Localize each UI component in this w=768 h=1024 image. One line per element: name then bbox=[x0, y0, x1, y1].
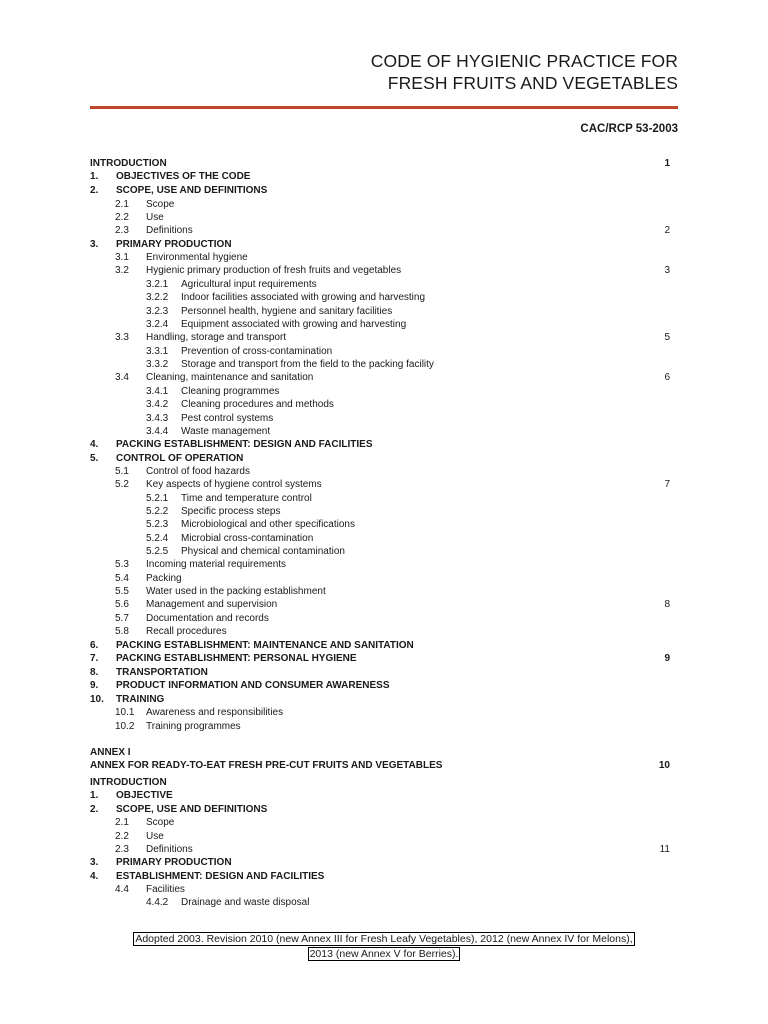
toc-entry-title: INTRODUCTION bbox=[90, 158, 167, 169]
toc-entry-number: 3.4.2 bbox=[146, 399, 169, 410]
toc-entry bbox=[0, 518, 768, 531]
toc-entry-number: 4.4.2 bbox=[146, 897, 169, 908]
toc-entry-title: Packing bbox=[146, 573, 182, 584]
toc-entry bbox=[0, 264, 768, 277]
toc-entry-page: 5 bbox=[664, 332, 670, 343]
toc-entry bbox=[0, 385, 768, 398]
toc-entry-number: 1. bbox=[90, 790, 99, 801]
adoption-note-line-2: 2013 (new Annex V for Berries). bbox=[309, 948, 459, 960]
toc-entry-title: INTRODUCTION bbox=[90, 777, 167, 788]
toc-entry-number: 3. bbox=[90, 857, 99, 868]
toc-entry-number: 5.3 bbox=[115, 559, 129, 570]
toc-entry bbox=[0, 211, 768, 224]
toc-entry-title: Control of food hazards bbox=[146, 466, 250, 477]
toc-entry-title: OBJECTIVE bbox=[116, 790, 173, 801]
toc-entry-title: Prevention of cross-contamination bbox=[181, 346, 333, 357]
toc-entry bbox=[0, 666, 768, 679]
toc-entry-title: Definitions bbox=[146, 844, 193, 855]
toc-entry bbox=[0, 371, 768, 384]
toc-entry bbox=[0, 278, 768, 291]
toc-entry bbox=[0, 478, 768, 491]
toc-entry-page: 11 bbox=[659, 844, 670, 855]
toc-entry-title: ANNEX I bbox=[90, 747, 131, 758]
toc-entry-title: PACKING ESTABLISHMENT: MAINTENANCE AND SANITATION bbox=[116, 640, 414, 651]
toc-entry-title: Handling, storage and transport bbox=[146, 332, 287, 343]
document-title-line-1: CODE OF HYGIENIC PRACTICE FOR bbox=[370, 51, 678, 71]
toc-entry-number: 5.8 bbox=[115, 626, 129, 637]
toc-entry bbox=[0, 558, 768, 571]
adoption-note-line-1: Adopted 2003. Revision 2010 (new Annex III for Fresh Leafy Vegetables), 2012 (new Annex IV for Melons), bbox=[135, 933, 633, 945]
document-reference: CAC/RCP 53-2003 bbox=[580, 123, 678, 135]
toc-entry-title: Cleaning procedures and methods bbox=[181, 399, 334, 410]
toc-entry-number: 3.2.2 bbox=[146, 292, 169, 303]
toc-entry-number: 10. bbox=[90, 694, 104, 705]
toc-entry-number: 6. bbox=[90, 640, 99, 651]
toc-entry-number: 5.2.1 bbox=[146, 493, 169, 504]
toc-entry bbox=[0, 305, 768, 318]
toc-entry-number: 2.2 bbox=[115, 831, 129, 842]
toc-entry-title: Documentation and records bbox=[146, 613, 269, 624]
toc-entry bbox=[0, 720, 768, 733]
toc-entry bbox=[0, 425, 768, 438]
toc-entry bbox=[0, 358, 768, 371]
toc-entry-title: Agricultural input requirements bbox=[181, 279, 317, 290]
toc-entry bbox=[0, 505, 768, 518]
toc-entry-title: PRIMARY PRODUCTION bbox=[116, 857, 232, 868]
toc-entry-title: Facilities bbox=[146, 884, 185, 895]
toc-entry bbox=[0, 843, 768, 856]
toc-entry bbox=[0, 803, 768, 816]
toc-entry-number: 10.2 bbox=[115, 721, 135, 732]
toc-entry-number: 3.2 bbox=[115, 265, 129, 276]
toc-entry bbox=[0, 438, 768, 451]
toc-entry-title: Use bbox=[146, 212, 164, 223]
toc-entry-number: 3. bbox=[90, 239, 99, 250]
toc-entry-number: 3.3.1 bbox=[146, 346, 169, 357]
toc-entry-number: 3.3.2 bbox=[146, 359, 169, 370]
toc-entry bbox=[0, 452, 768, 465]
toc-entry-number: 3.3 bbox=[115, 332, 129, 343]
toc-entry bbox=[0, 170, 768, 183]
toc-entry-page: 8 bbox=[664, 599, 670, 610]
toc-entry bbox=[0, 238, 768, 251]
toc-entry-number: 3.4 bbox=[115, 372, 129, 383]
toc-entry bbox=[0, 612, 768, 625]
toc-entry-number: 5.4 bbox=[115, 573, 129, 584]
toc-entry-number: 2.3 bbox=[115, 225, 129, 236]
toc-entry-title: Specific process steps bbox=[181, 506, 281, 517]
toc-entry-title: Drainage and waste disposal bbox=[181, 897, 310, 908]
toc-entry bbox=[0, 706, 768, 719]
toc-entry-title: TRAINING bbox=[116, 694, 165, 705]
toc-entry bbox=[0, 870, 768, 883]
toc-entry bbox=[0, 331, 768, 344]
toc-entry-number: 5.1 bbox=[115, 466, 129, 477]
toc-entry-number: 7. bbox=[90, 653, 99, 664]
toc-entry-title: Personnel health, hygiene and sanitary facilities bbox=[181, 306, 393, 317]
toc-entry-number: 5. bbox=[90, 453, 99, 464]
toc-entry bbox=[0, 157, 768, 170]
toc-entry-number: 5.2.2 bbox=[146, 506, 169, 517]
toc-entry-number: 8. bbox=[90, 667, 99, 678]
toc-entry-title: Scope bbox=[146, 199, 175, 210]
toc-entry-title: Recall procedures bbox=[146, 626, 227, 637]
toc-entry-number: 2.1 bbox=[115, 817, 129, 828]
toc-entry bbox=[0, 652, 768, 665]
toc-entry-title: SCOPE, USE AND DEFINITIONS bbox=[116, 185, 268, 196]
toc-entry-title: SCOPE, USE AND DEFINITIONS bbox=[116, 804, 268, 815]
toc-entry-number: 3.1 bbox=[115, 252, 129, 263]
toc-entry bbox=[0, 465, 768, 478]
toc-entry-page: 1 bbox=[664, 158, 670, 169]
toc-entry-title: Training programmes bbox=[146, 721, 241, 732]
toc-entry bbox=[0, 184, 768, 197]
toc-entry-number: 3.2.4 bbox=[146, 319, 169, 330]
toc-entry bbox=[0, 625, 768, 638]
toc-entry-title: TRANSPORTATION bbox=[116, 667, 208, 678]
toc-entry bbox=[0, 746, 768, 759]
toc-entry bbox=[0, 572, 768, 585]
toc-entry-number: 5.2.4 bbox=[146, 533, 169, 544]
toc-entry-number: 5.2.3 bbox=[146, 519, 169, 530]
toc-entry bbox=[0, 830, 768, 843]
toc-entry bbox=[0, 224, 768, 237]
toc-entry bbox=[0, 412, 768, 425]
toc-entry bbox=[0, 398, 768, 411]
toc-entry-title: Cleaning, maintenance and sanitation bbox=[146, 372, 314, 383]
toc-entry bbox=[0, 639, 768, 652]
toc-entry-page: 3 bbox=[664, 265, 670, 276]
toc-entry-title: Definitions bbox=[146, 225, 193, 236]
toc-entry-title: Environmental hygiene bbox=[146, 252, 248, 263]
toc-entry-page: 10 bbox=[658, 760, 670, 771]
toc-entry-title: Awareness and responsibilities bbox=[146, 707, 284, 718]
toc-entry-title: Pest control systems bbox=[181, 413, 274, 424]
toc-entry-number: 2. bbox=[90, 185, 99, 196]
toc-entry-number: 5.2.5 bbox=[146, 546, 169, 557]
toc-entry-title: Hygienic primary production of fresh fruits and vegetables bbox=[146, 265, 402, 276]
toc-entry-number: 3.4.4 bbox=[146, 426, 169, 437]
toc-entry bbox=[0, 545, 768, 558]
toc-entry-number: 3.4.3 bbox=[146, 413, 169, 424]
toc-entry bbox=[0, 291, 768, 304]
toc-entry-title: ESTABLISHMENT: DESIGN AND FACILITIES bbox=[116, 871, 325, 882]
toc-entry-number: 10.1 bbox=[115, 707, 135, 718]
toc-entry-title: Storage and transport from the field to the packing facility bbox=[181, 359, 434, 370]
toc-entry-title: Use bbox=[146, 831, 164, 842]
toc-entry bbox=[0, 585, 768, 598]
toc-entry-title: PRODUCT INFORMATION AND CONSUMER AWARENESS bbox=[116, 680, 390, 691]
document-title-line-2: FRESH FRUITS AND VEGETABLES bbox=[387, 73, 678, 93]
toc-entry-number: 2.2 bbox=[115, 212, 129, 223]
toc-entry-title: Management and supervision bbox=[146, 599, 278, 610]
toc-entry bbox=[0, 856, 768, 869]
toc-entry bbox=[0, 598, 768, 611]
toc-entry-title: ANNEX FOR READY-TO-EAT FRESH PRE-CUT FRUITS AND VEGETABLES bbox=[90, 760, 443, 771]
toc-entry bbox=[0, 345, 768, 358]
toc-entry bbox=[0, 318, 768, 331]
toc-entry-title: Cleaning programmes bbox=[181, 386, 280, 397]
toc-entry bbox=[0, 759, 768, 772]
toc-entry-number: 3.2.3 bbox=[146, 306, 169, 317]
toc-entry-number: 3.2.1 bbox=[146, 279, 169, 290]
toc-entry-title: Waste management bbox=[181, 426, 271, 437]
toc-entry-number: 2. bbox=[90, 804, 99, 815]
toc-entry-page: 7 bbox=[664, 479, 670, 490]
toc-entry-title: Incoming material requirements bbox=[146, 559, 287, 570]
toc-entry bbox=[0, 532, 768, 545]
toc-entry-number: 4. bbox=[90, 871, 99, 882]
toc-entry-number: 1. bbox=[90, 171, 99, 182]
toc-entry-title: Key aspects of hygiene control systems bbox=[146, 479, 322, 490]
toc-entry-page: 6 bbox=[664, 372, 670, 383]
toc-entry-title: PRIMARY PRODUCTION bbox=[116, 239, 232, 250]
toc-entry-title: Microbial cross-contamination bbox=[181, 533, 314, 544]
toc-entry-number: 5.7 bbox=[115, 613, 129, 624]
adoption-note bbox=[90, 932, 678, 962]
toc-entry-number: 4. bbox=[90, 439, 99, 450]
toc-entry bbox=[0, 776, 768, 789]
toc-entry-title: Scope bbox=[146, 817, 175, 828]
toc-entry bbox=[0, 492, 768, 505]
toc-entry-title: Equipment associated with growing and harvesting bbox=[181, 319, 407, 330]
toc-entry-number: 2.3 bbox=[115, 844, 129, 855]
toc-entry-title: CONTROL OF OPERATION bbox=[116, 453, 244, 464]
toc-entry bbox=[0, 816, 768, 829]
toc-entry-number: 5.5 bbox=[115, 586, 129, 597]
toc-entry-page: 9 bbox=[664, 653, 670, 664]
title-divider bbox=[90, 106, 678, 109]
toc-entry bbox=[0, 251, 768, 264]
toc-entry-number: 5.6 bbox=[115, 599, 129, 610]
toc-entry-page: 2 bbox=[664, 225, 670, 236]
toc-entry bbox=[0, 896, 768, 909]
toc-entry-title: Indoor facilities associated with growing and harvesting bbox=[181, 292, 426, 303]
toc-entry-title: Time and temperature control bbox=[181, 493, 312, 504]
toc-entry-title: OBJECTIVES OF THE CODE bbox=[116, 171, 251, 182]
toc-entry-title: PACKING ESTABLISHMENT: PERSONAL HYGIENE bbox=[116, 653, 357, 664]
toc-entry bbox=[0, 198, 768, 211]
toc-entry-number: 9. bbox=[90, 680, 99, 691]
toc-entry-title: Water used in the packing establishment bbox=[146, 586, 326, 597]
toc-entry-number: 2.1 bbox=[115, 199, 129, 210]
toc-entry-title: Physical and chemical contamination bbox=[181, 546, 345, 557]
toc-entry-title: Microbiological and other specifications bbox=[181, 519, 355, 530]
toc-entry-number: 3.4.1 bbox=[146, 386, 169, 397]
toc-entry bbox=[0, 883, 768, 896]
toc-entry bbox=[0, 789, 768, 802]
toc-entry-title: PACKING ESTABLISHMENT: DESIGN AND FACILITIES bbox=[116, 439, 373, 450]
toc-entry-number: 5.2 bbox=[115, 479, 129, 490]
toc-entry-number: 4.4 bbox=[115, 884, 129, 895]
toc-entry bbox=[0, 679, 768, 692]
toc-entry bbox=[0, 693, 768, 706]
